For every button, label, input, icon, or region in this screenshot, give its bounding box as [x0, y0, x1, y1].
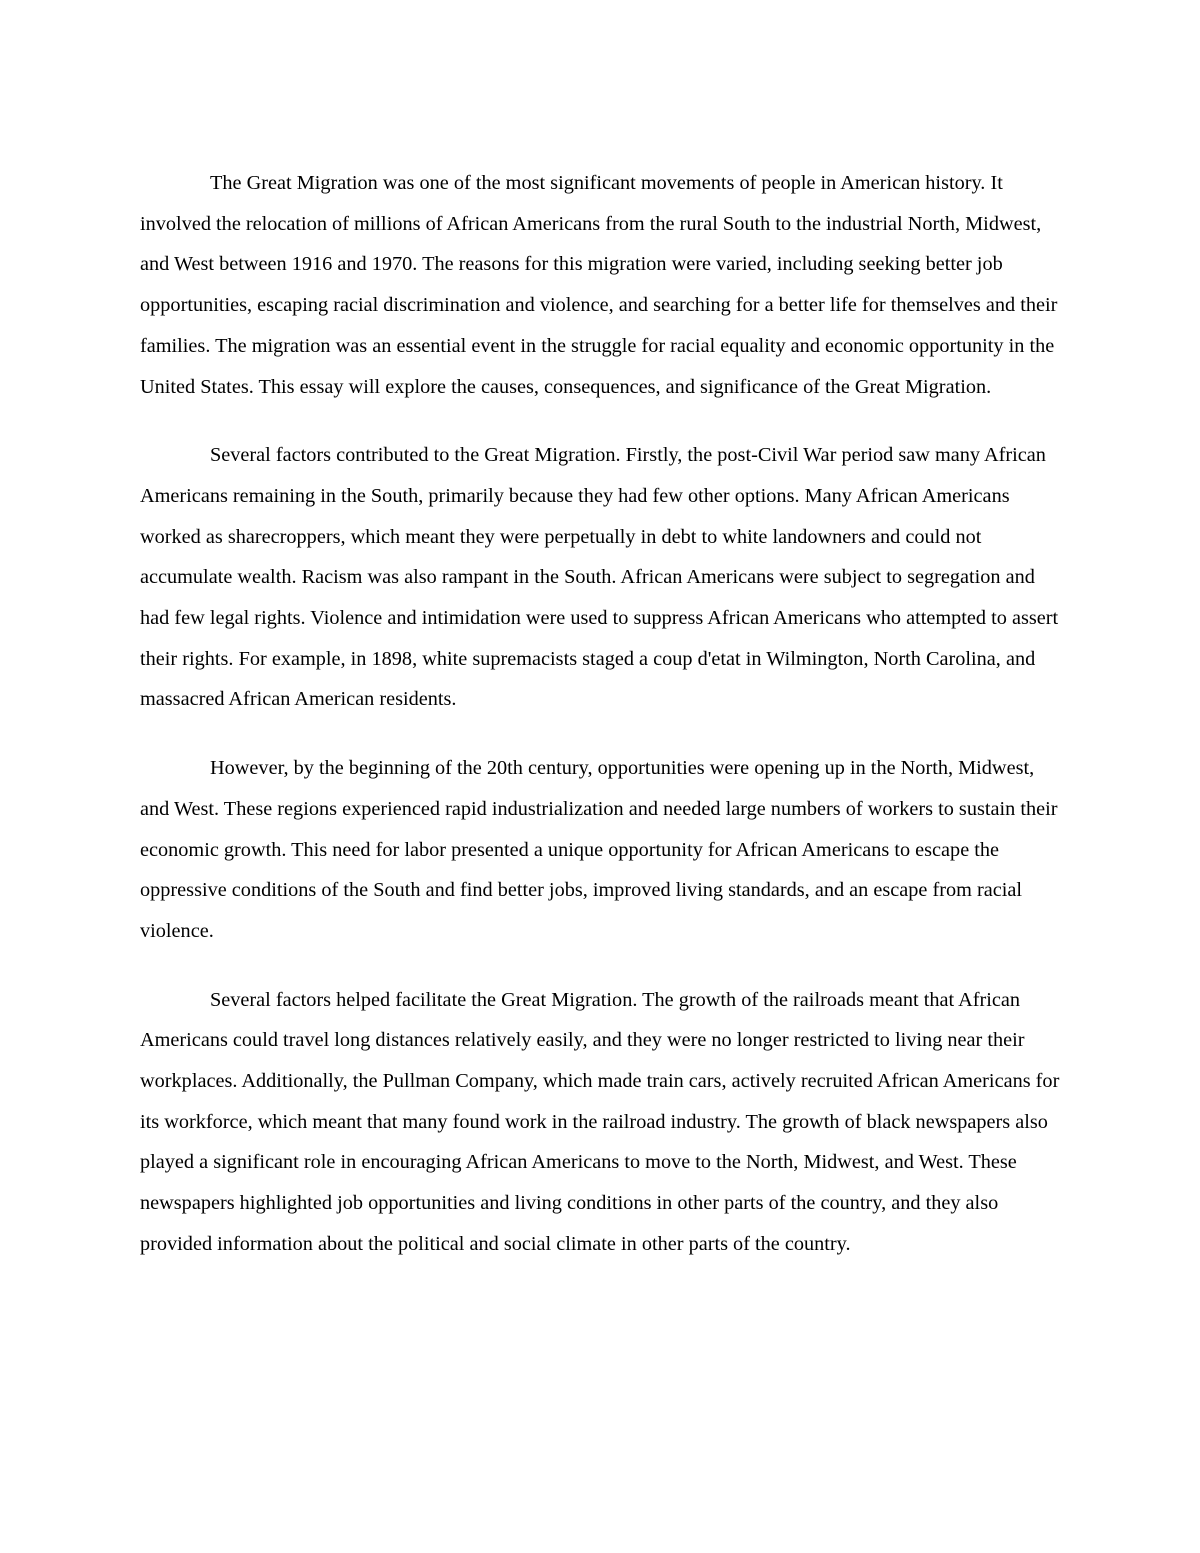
document-body — [140, 163, 1062, 1265]
paragraph-3: However, by the beginning of the 20th century, opportunities were opening up in the North, Midwest, and West. These regions experienced rapid industrialization and needed large numbers of workers to sustain their economic growth. This need for labor presented a unique opportunity for African Americans to escape the oppressive conditions of the South and find better jobs, improved living standards, and an escape from racial violence. — [140, 757, 1058, 942]
paragraph-2: Several factors contributed to the Great Migration. Firstly, the post-Civil War period saw many African Americans remaining in the South, primarily because they had few other options. Many African Americans worked as sharecroppers, which meant they were perpetually in debt to white landowners and could not accumulate wealth. Racism was also rampant in the South. African Americans were subject to segregation and had few legal rights. Violence and intimidation were used to suppress African Americans who attempted to assert their rights. For example, in 1898, white supremacists staged a coup d'etat in Wilmington, North Carolina, and massacred African American residents. — [140, 444, 1059, 711]
paragraph-4: Several factors helped facilitate the Great Migration. The growth of the railroads meant that African Americans could travel long distances relatively easily, and they were no longer restricted to living near their workplaces. Additionally, the Pullman Company, which made train cars, actively recruited African Americans for its workforce, which meant that many found work in the railroad industry. The growth of black newspapers also played a significant role in encouraging African Americans to move to the North, Midwest, and West. These newspapers highlighted job opportunities and living conditions in other parts of the country, and they also provided information about the political and social climate in other parts of the country. — [140, 988, 1060, 1255]
paragraph-1: The Great Migration was one of the most significant movements of people in American history. It involved the relocation of millions of African Americans from the rural South to the industrial North, Midwest, and West between 1916 and 1970. The reasons for this migration were varied, including seeking better job opportunities, escaping racial discrimination and violence, and searching for a better life for themselves and their families. The migration was an essential event in the struggle for racial equality and economic opportunity in the United States. This essay will explore the causes, consequences, and significance of the Great Migration. — [140, 172, 1058, 398]
